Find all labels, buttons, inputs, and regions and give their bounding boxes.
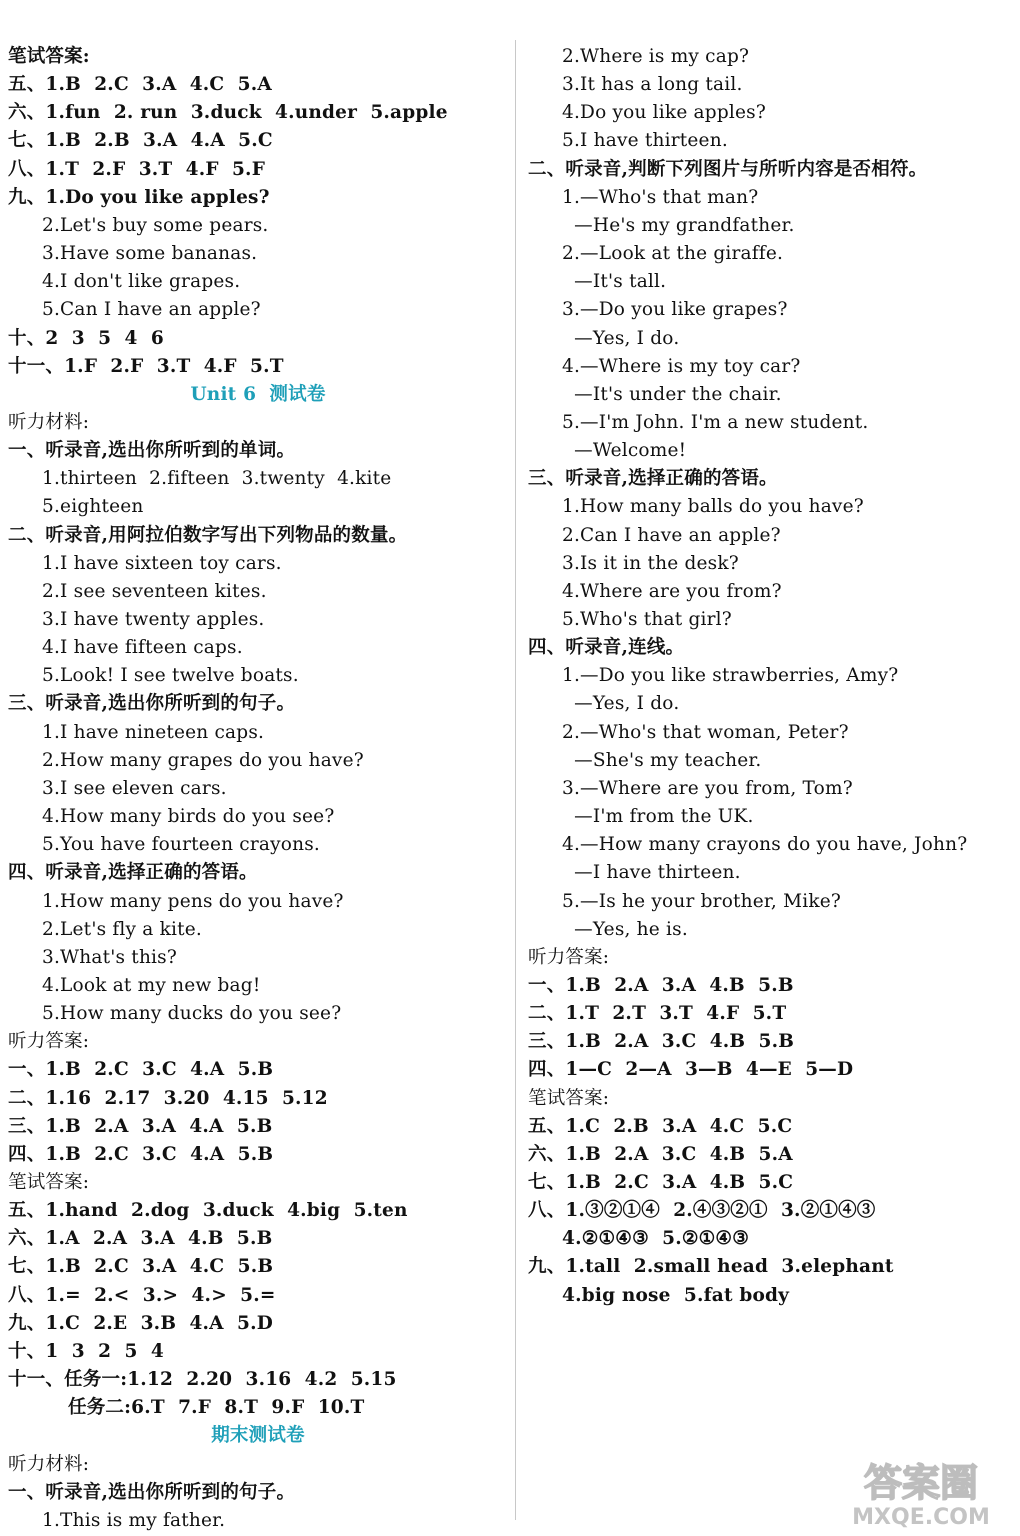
left-text-line: 2.I see seventeen kites. xyxy=(42,580,267,602)
watermark-logo xyxy=(836,1452,1006,1530)
left-text-line: Unit 6 测试卷 xyxy=(190,383,326,405)
left-text-line: 七、1.B 2.B 3.A 4.A 5.C xyxy=(8,130,273,152)
left-text-line: 笔试答案: xyxy=(8,46,90,67)
right-text-line: 1.—Who's that man? xyxy=(562,186,759,208)
left-text-line: 3.What's this? xyxy=(42,946,177,968)
right-text-line: —Yes, I do. xyxy=(562,693,680,715)
left-text-line: 5.eighteen xyxy=(42,496,144,518)
right-text-line: —It's under the chair. xyxy=(562,383,782,405)
right-text-line: 4.big nose 5.fat body xyxy=(562,1284,790,1306)
right-text-line: 2.—Look at the giraffe. xyxy=(562,243,784,265)
right-text-line: 一、1.B 2.A 3.A 4.B 5.B xyxy=(528,974,794,996)
right-text-line: —Welcome! xyxy=(562,440,687,462)
left-text-line: 一、听录音,选出你所听到的句子。 xyxy=(8,1481,296,1503)
right-text-line: 5.—I'm John. I'm a new student. xyxy=(562,411,869,433)
left-text-line: 三、听录音,选出你所听到的句子。 xyxy=(8,693,296,715)
right-text-line: 5.—Is he your brother, Mike? xyxy=(562,890,842,912)
left-text-line: 四、听录音,选择正确的答语。 xyxy=(8,862,258,884)
left-text-line: 听力材料: xyxy=(8,411,90,433)
right-text-line: 4.Where are you from? xyxy=(562,580,782,602)
left-text-line: 二、听录音,用阿拉伯数字写出下列物品的数量。 xyxy=(8,524,408,546)
left-text-line: 十、2 3 5 4 6 xyxy=(8,327,164,349)
right-text-line: 笔试答案: xyxy=(528,1087,610,1109)
right-text-line: 2.Where is my cap? xyxy=(562,46,750,67)
left-text-line: 十一、1.F 2.F 3.T 4.F 5.T xyxy=(8,355,284,377)
column-divider xyxy=(515,40,516,1520)
left-text-line: 2.Let's fly a kite. xyxy=(42,918,202,940)
right-text-line: 4.Do you like apples? xyxy=(562,102,766,124)
right-text-line: 听力答案: xyxy=(528,946,610,968)
left-text-line: 4.I have fifteen caps. xyxy=(42,637,243,659)
right-text-line: 4.—Where is my toy car? xyxy=(562,355,801,377)
left-text-line: 1.I have sixteen toy cars. xyxy=(42,552,282,574)
right-text-line: 二、1.T 2.T 3.T 4.F 5.T xyxy=(528,1003,787,1025)
right-text-line: 5.I have thirteen. xyxy=(562,130,728,152)
left-text-line: 1.thirteen 2.fifteen 3.twenty 4.kite xyxy=(42,468,392,490)
right-text-line: 三、听录音,选择正确的答语。 xyxy=(528,468,778,490)
left-text-line: 5.Look! I see twelve boats. xyxy=(42,665,299,687)
left-text-line: 3.Have some bananas. xyxy=(42,243,258,265)
right-text-line: 5.Who's that girl? xyxy=(562,609,732,630)
right-text-line: 四、1—C 2—A 3—B 4—E 5—D xyxy=(528,1059,854,1081)
left-text-line: 1.This is my father. xyxy=(42,1509,226,1531)
right-text-line: —I have thirteen. xyxy=(562,862,741,884)
right-text-line: 九、1.tall 2.small head 3.elephant xyxy=(528,1256,894,1278)
left-text-line: 八、1.= 2.< 3.> 4.> 5.= xyxy=(8,1284,276,1306)
left-text-line: 3.I have twenty apples. xyxy=(42,609,265,630)
left-text-line: 八、1.T 2.F 3.T 4.F 5.F xyxy=(8,158,266,180)
right-text-line: 六、1.B 2.A 3.C 4.B 5.A xyxy=(528,1143,793,1165)
left-text-line: 5.Can I have an apple? xyxy=(42,299,261,321)
right-text-line: 七、1.B 2.C 3.A 4.B 5.C xyxy=(528,1172,794,1193)
right-text-line: —Yes, I do. xyxy=(562,327,680,349)
right-text-line: 二、听录音,判断下列图片与所听内容是否相符。 xyxy=(528,158,928,180)
left-text-line: 十、1 3 2 5 4 xyxy=(8,1340,164,1362)
right-text-line: 3.—Do you like grapes? xyxy=(562,299,788,321)
left-text-line: 2.Let's buy some pears. xyxy=(42,214,269,236)
left-text-line: 十一、任务一:1.12 2.20 3.16 4.2 5.15 xyxy=(8,1369,397,1391)
left-text-line: 4.I don't like grapes. xyxy=(42,271,241,293)
right-text-line: —He's my grandfather. xyxy=(562,214,795,236)
right-text-line: —It's tall. xyxy=(562,271,667,293)
left-text-line: 听力材料: xyxy=(8,1453,90,1475)
left-text-line: 九、1.C 2.E 3.B 4.A 5.D xyxy=(8,1312,273,1334)
left-text-line: 七、1.B 2.C 3.A 4.C 5.B xyxy=(8,1256,274,1278)
left-text-line: 1.How many pens do you have? xyxy=(42,890,344,912)
right-text-line: 3.It has a long tail. xyxy=(562,74,743,96)
right-text-line: 1.How many balls do you have? xyxy=(562,496,864,518)
left-text-line: 2.How many grapes do you have? xyxy=(42,749,364,771)
right-text-line: 3.—Where are you from, Tom? xyxy=(562,777,853,799)
left-text-line: 5.How many ducks do you see? xyxy=(42,1003,342,1025)
left-text-line: 六、1.fun 2. run 3.duck 4.under 5.apple xyxy=(8,102,448,124)
left-text-line: 任务二:6.T 7.F 8.T 9.F 10.T xyxy=(68,1397,365,1419)
left-text-line: 听力答案: xyxy=(8,1031,90,1053)
left-text-line: 4.How many birds do you see? xyxy=(42,806,335,828)
left-text-line: 笔试答案: xyxy=(8,1172,90,1193)
right-text-line: 1.—Do you like strawberries, Amy? xyxy=(562,665,899,687)
right-text-line: —Yes, he is. xyxy=(562,918,688,940)
left-text-line: 九、1.Do you like apples? xyxy=(8,186,270,208)
left-text-line: 期末测试卷 xyxy=(211,1425,305,1447)
left-text-line: 三、1.B 2.A 3.A 4.A 5.B xyxy=(8,1115,273,1137)
right-text-line: 五、1.C 2.B 3.A 4.C 5.C xyxy=(528,1115,793,1137)
left-text-line: 1.I have nineteen caps. xyxy=(42,721,265,743)
right-text-line: 3.Is it in the desk? xyxy=(562,552,739,574)
right-text-line: 2.Can I have an apple? xyxy=(562,524,781,546)
left-text-line: 二、1.16 2.17 3.20 4.15 5.12 xyxy=(8,1087,328,1109)
left-text-line: 4.Look at my new bag! xyxy=(42,974,261,996)
right-text-line: 4.②①④③ 5.②①④③ xyxy=(562,1228,749,1250)
right-text-line: 三、1.B 2.A 3.C 4.B 5.B xyxy=(528,1031,795,1053)
right-text-line: 2.—Who's that woman, Peter? xyxy=(562,721,849,743)
right-text-line: 4.—How many crayons do you have, John? xyxy=(562,834,968,856)
left-text-line: 五、1.hand 2.dog 3.duck 4.big 5.ten xyxy=(8,1200,408,1222)
right-text-line: 八、1.③②①④ 2.④③②① 3.②①④③ xyxy=(528,1200,876,1222)
right-text-line: —She's my teacher. xyxy=(562,749,762,771)
right-text-line: —I'm from the UK. xyxy=(562,806,754,828)
left-text-line: 六、1.A 2.A 3.A 4.B 5.B xyxy=(8,1228,273,1250)
left-text-line: 一、1.B 2.C 3.C 4.A 5.B xyxy=(8,1059,274,1081)
watermark-sub-text: MXQE.COM xyxy=(852,1505,990,1530)
right-text-line: 四、听录音,连线。 xyxy=(528,637,685,659)
left-text-line: 5.You have fourteen crayons. xyxy=(42,834,320,856)
left-text-line: 五、1.B 2.C 3.A 4.C 5.A xyxy=(8,74,272,96)
left-text-line: 四、1.B 2.C 3.C 4.A 5.B xyxy=(8,1143,274,1165)
watermark-main-text: 答案圈 xyxy=(863,1461,979,1505)
left-text-line: 3.I see eleven cars. xyxy=(42,777,227,799)
left-text-line: 一、听录音,选出你所听到的单词。 xyxy=(8,440,296,462)
